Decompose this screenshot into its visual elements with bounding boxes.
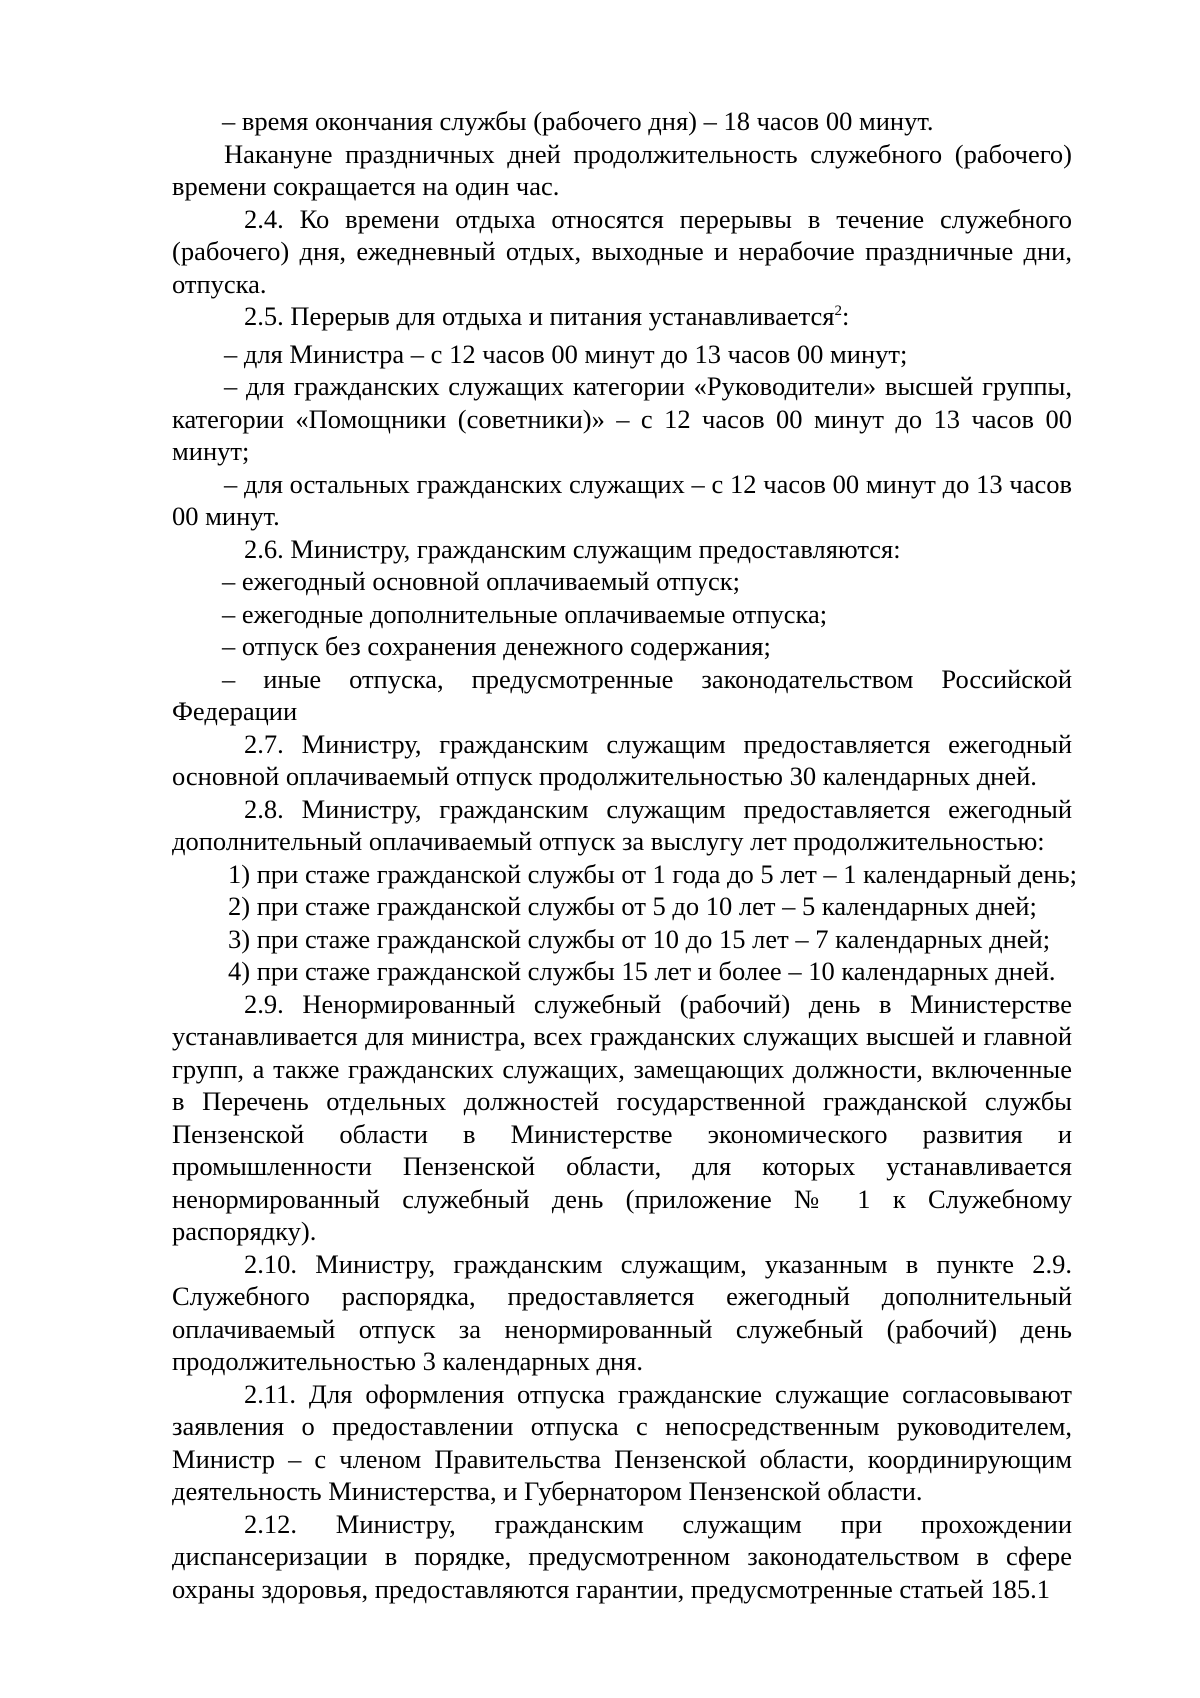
paragraph-2-9: 2.9. Ненормированный служебный (рабочий) день в Министерстве устанавливается для министра, всех гражданских служащих высшей и главной групп, а также гражданских служащих, замещающих должности, включенные в Перечень отдельных должностей государственной гражданской службы Пензенской области в Министерстве экономического развития и промышленности Пензенской области, для которых устанавливается ненормированный служебный день (приложение № 1 к Служебному распорядку).: [172, 988, 1072, 1246]
paragraph-2-12: 2.12. Министру, гражданским служащим при прохождении диспансеризации в порядке, предусмотренном законодательством в сфере охраны здоровья, предоставляются гарантии, предусмотренные статьей 185.1: [172, 1508, 1072, 1604]
paragraph-2-10: 2.10. Министру, гражданским служащим, указанным в пункте 2.9. Служебного распорядка, предоставляется ежегодный дополнительный оплачиваемый отпуск за ненормированный служебный (рабочий) день продолжительностью 3 календарных дня.: [172, 1248, 1072, 1376]
list-item-others-break: – для остальных гражданских служащих – с 12 часов 00 минут до 13 часов 00 минут.: [172, 468, 1072, 531]
paragraph-2-5: [172, 300, 1072, 338]
list-item-leaders-break: – для гражданских служащих категории «Руководители» высшей группы, категории «Помощники (советники)» – с 12 часов 00 минут до 13 часов 00 минут;: [172, 371, 1072, 466]
list-item-tenure-3: 3) при стаже гражданской службы от 10 до 15 лет – 7 календарных дней;: [228, 923, 1051, 954]
list-item-tenure-4: 4) при стаже гражданской службы 15 лет и более – 10 календарных дней.: [228, 956, 1056, 986]
list-item-additional-leave: – ежегодные дополнительные оплачиваемые отпуска;: [222, 598, 828, 629]
paragraph-2-4: 2.4. Ко времени отдыха относятся перерывы в течение служебного (рабочего) дня, ежедневный отдых, выходные и нерабочие праздничные дни, отпуска.: [172, 203, 1072, 299]
list-item-annual-leave: – ежегодный основной оплачиваемый отпуск;: [222, 566, 741, 596]
paragraph-2-6: 2.6. Министру, гражданским служащим предоставляются:: [244, 533, 901, 564]
list-item-unpaid-leave: – отпуск без сохранения денежного содержания;: [222, 631, 771, 661]
paragraph-2-5-text: 2.5. Перерыв для отдыха и питания устанавливается: [244, 301, 835, 331]
paragraph-2-11: 2.11. Для оформления отпуска гражданские служащие согласовывают заявления о предоставлении отпуска с непосредственным руководителем, Министр – с членом Правительства Пензенской области, координирующим деятельность Министерства, и Губернатором Пензенской области.: [172, 1378, 1072, 1506]
list-item-tenure-2: 2) при стаже гражданской службы от 5 до 10 лет – 5 календарных дней;: [228, 891, 1037, 921]
paragraph-2-8: 2.8. Министру, гражданским служащим предоставляется ежегодный дополнительный оплачиваемый отпуск за выслугу лет продолжительностью:: [172, 793, 1072, 856]
paragraph-end-time: – время окончания службы (рабочего дня) – 18 часов 00 минут.: [222, 106, 934, 136]
document-page: [172, 105, 1077, 1605]
paragraph-2-5-tail: :: [841, 301, 850, 331]
paragraph-pre-holiday: Накануне праздничных дней продолжительность служебного (рабочего) времени сокращается на один час.: [172, 138, 1072, 201]
footnote-marker: 2: [834, 303, 842, 319]
list-item-other-leave: – иные отпуска, предусмотренные законодательством Российской Федерации: [172, 663, 1072, 726]
paragraph-2-7: 2.7. Министру, гражданским служащим предоставляется ежегодный основной оплачиваемый отпуск продолжительностью 30 календарных дней.: [172, 728, 1072, 791]
list-item-minister-break: – для Министра – с 12 часов 00 минут до 13 часов 00 минут;: [224, 338, 908, 369]
list-item-tenure-1: 1) при стаже гражданской службы от 1 года до 5 лет – 1 календарный день;: [228, 858, 1077, 889]
